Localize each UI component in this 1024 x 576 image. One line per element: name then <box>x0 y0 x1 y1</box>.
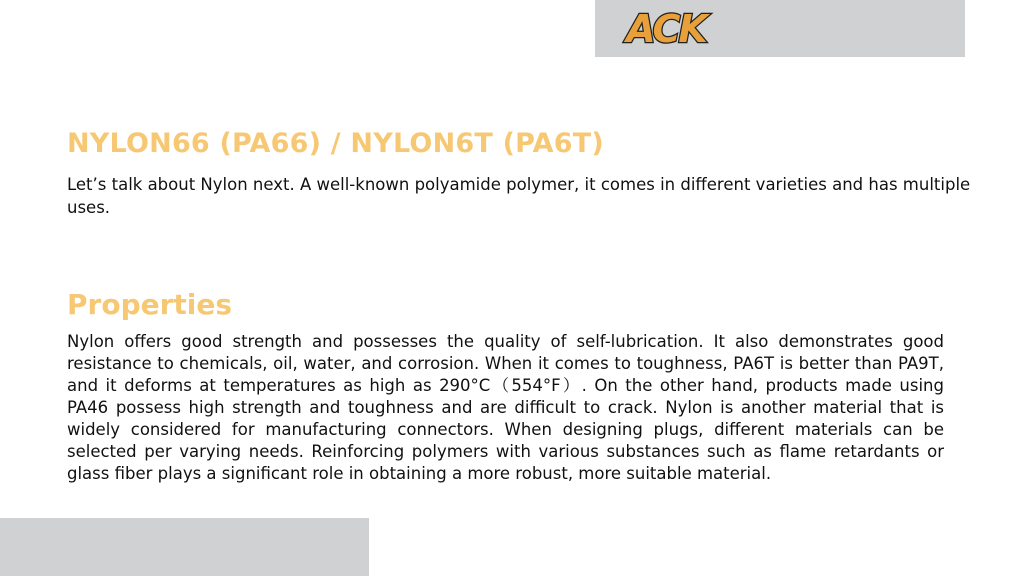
ack-logo <box>600 9 732 49</box>
page-title: NYLON66 (PA66) / NYLON6T (PA6T) <box>67 128 604 159</box>
properties-heading: Properties <box>67 288 233 321</box>
logo-text: ACK <box>626 9 706 49</box>
properties-paragraph: Nylon offers good strength and possesses the quality of self-lubrication. It also demonstrates good resistance to chemicals, oil, water, and corrosion. When it comes to toughness, PA6T is better than PA9T, and it deforms at temperatures as high as 290°C（554°F）. On the other hand, products made using PA46 possess high strength and toughness and are difficult to crack. Nylon is another material that is widely considered for manufacturing connectors. When designing plugs, different materials can be selected per varying needs. Reinforcing polymers with various substances such as flame retardants or glass fiber plays a significant role in obtaining a more robust, more suitable material. <box>67 332 944 483</box>
intro-paragraph: Let’s talk about Nylon next. A well-known polyamide polymer, it comes in different varieties and has multiple uses. <box>67 175 971 217</box>
footer-banner <box>0 518 369 576</box>
